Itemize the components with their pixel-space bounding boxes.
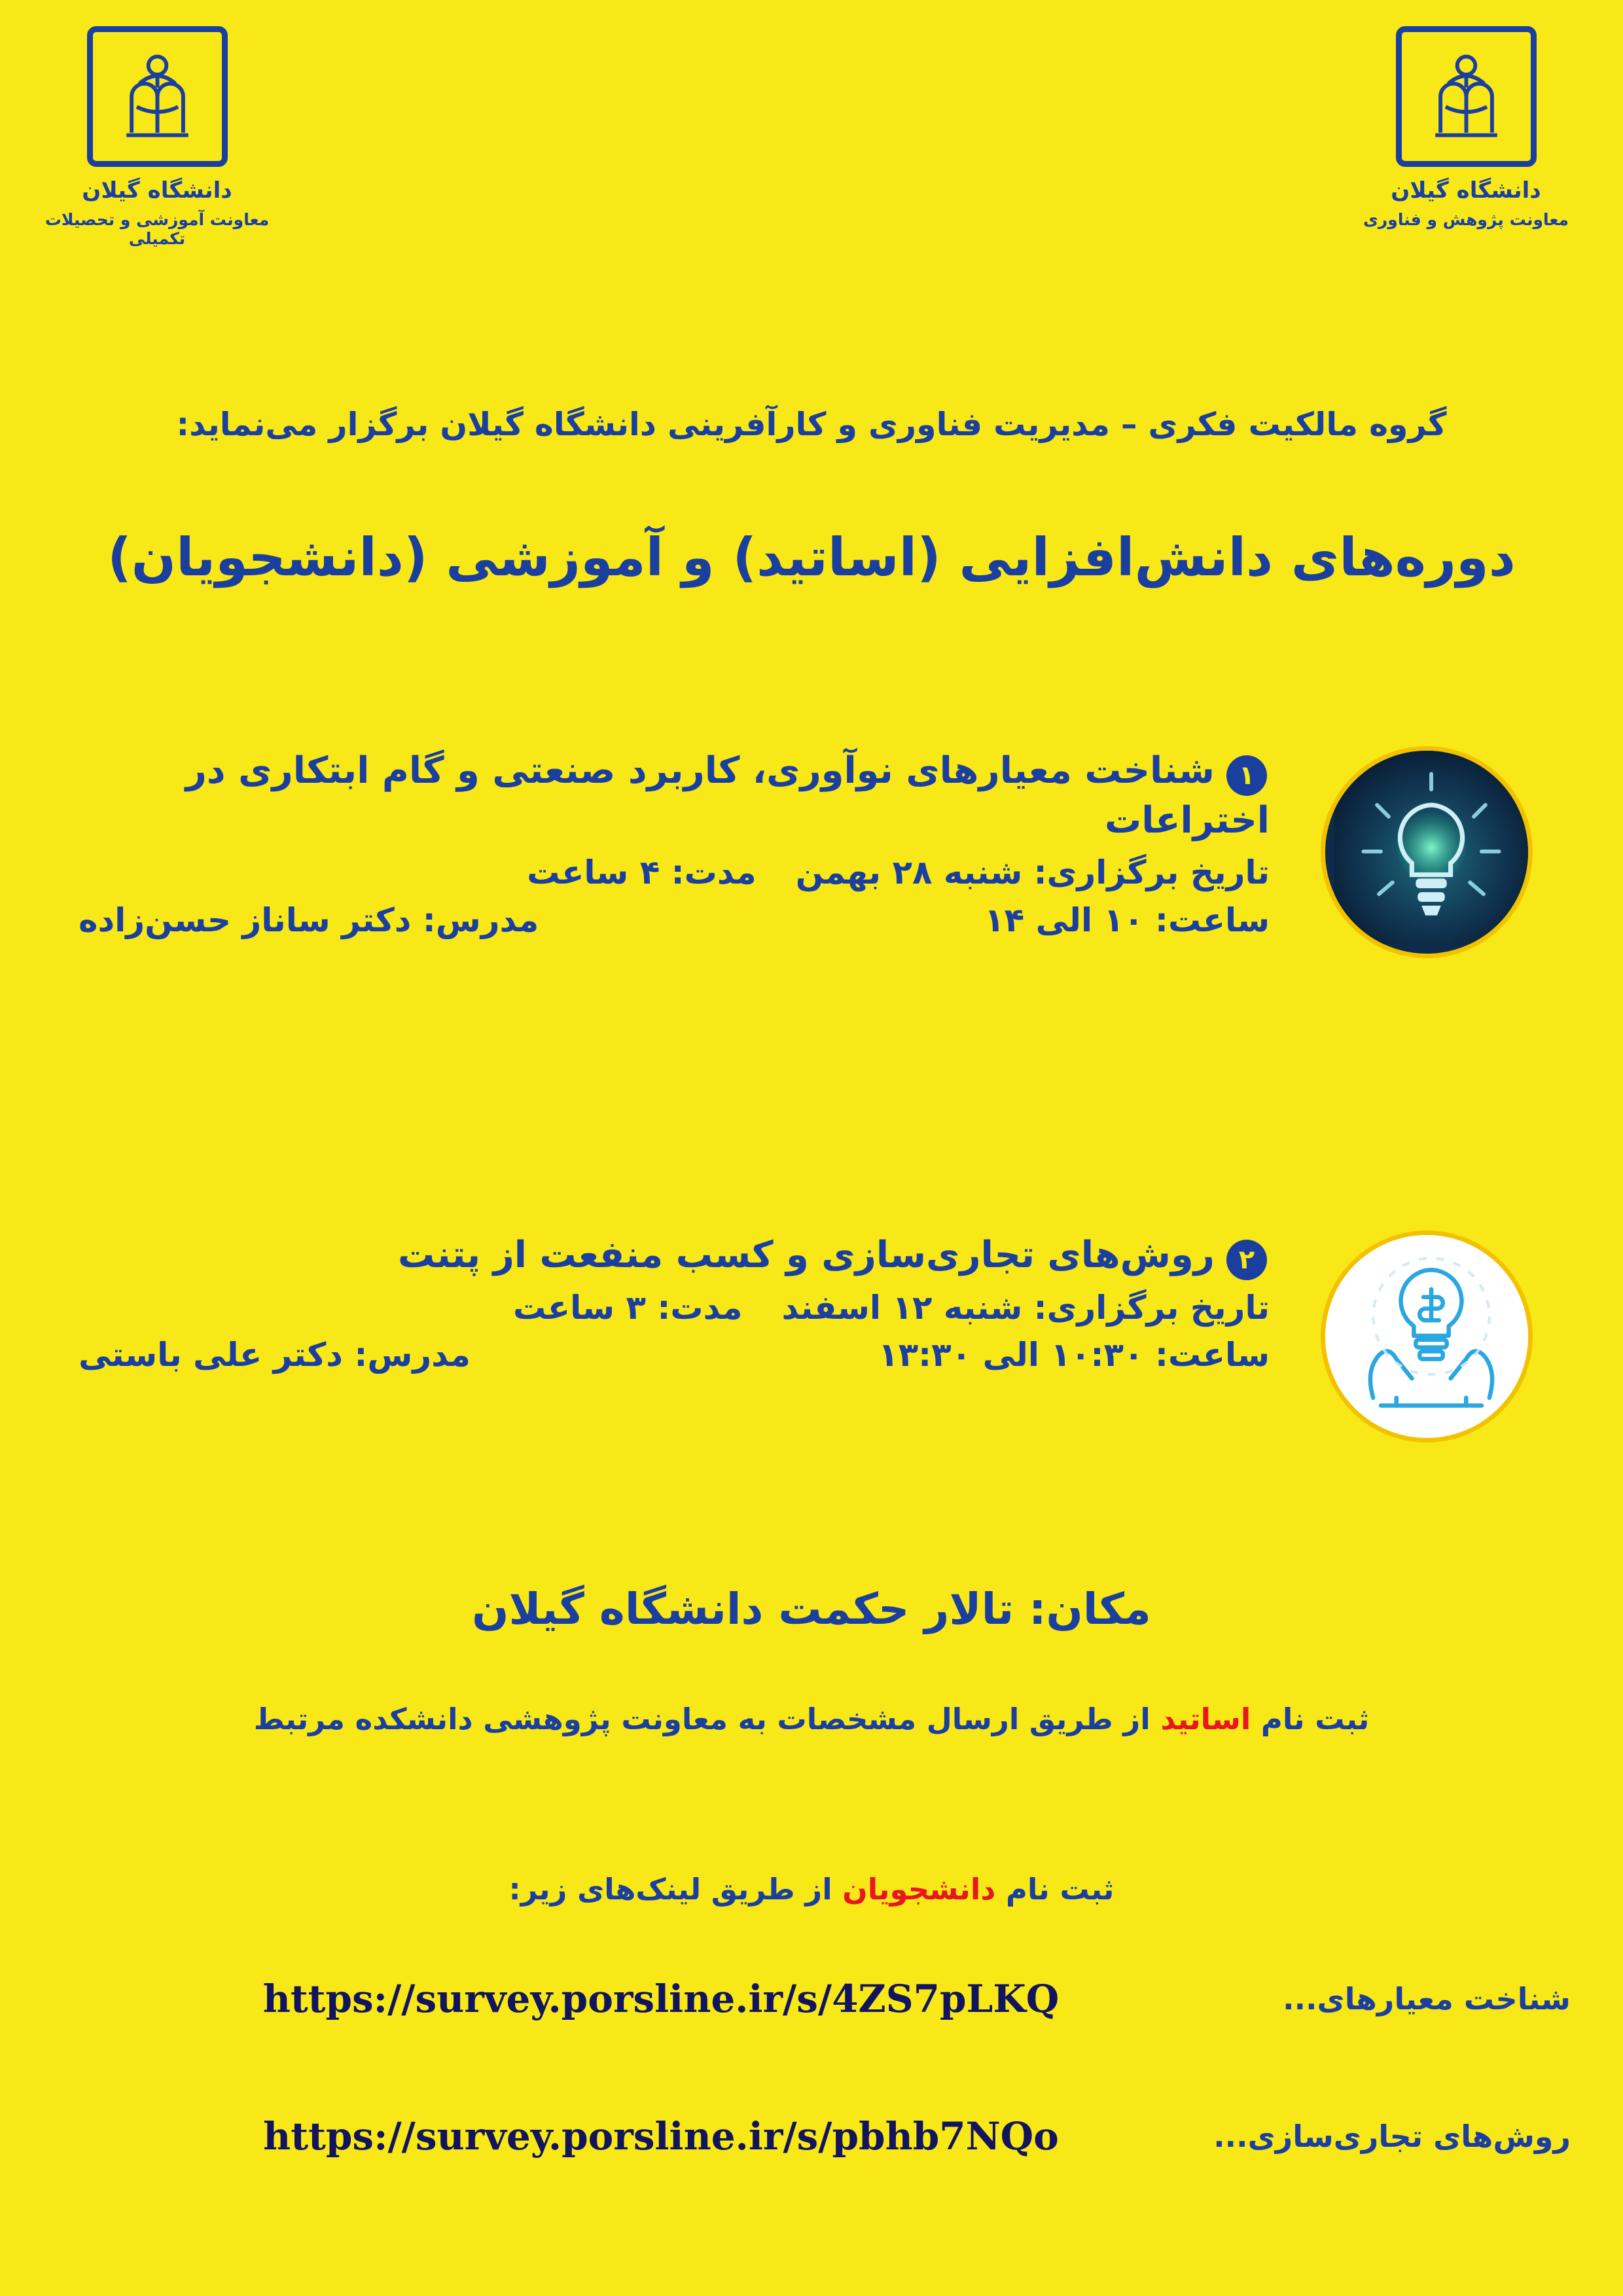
registration-faculty-prefix: ثبت نام [1251,1702,1370,1736]
registration-link-url[interactable]: https://survey.porsline.ir/s/4ZS7pLKQ [262,1977,1060,2021]
course-title-text: شناخت معیارهای نوآوری، کاربرد صنعتی و گام ابتکاری در اختراعات [185,749,1270,842]
registration-link-url[interactable]: https://survey.porsline.ir/s/pbhb7NQo [263,2114,1059,2159]
registration-faculty-note [0,1702,1623,1736]
registration-link-row [39,1977,1584,2021]
course-time: ساعت: ۱۰:۳۰ الی ۱۳:۳۰ [878,1336,1270,1374]
university-emblem-icon [1396,26,1537,167]
course-title [59,746,1270,845]
lightbulb-icon [1289,746,1564,958]
registration-link-row [39,2114,1584,2159]
organizer-line: گروه مالکیت فکری – مدیریت فناوری و کارآفرینی دانشگاه گیلان برگزار می‌نماید: [176,406,1447,443]
course-date: تاریخ برگزاری: شنبه ۲۸ بهمن [795,853,1270,892]
logo-department-left: معاونت آموزشی و تحصیلات تکمیلی [45,210,270,248]
course-duration: مدت: ۳ ساعت [513,1288,743,1327]
registration-faculty-suffix: از طریق ارسال مشخصات به معاونت پژوهشی دانشکده مرتبط [253,1702,1161,1736]
logo-department-right: معاونت پژوهش و فناوری [1363,210,1569,229]
course-meta-row [59,1284,1270,1332]
registration-students-note [0,1872,1623,1907]
course-title-text: روش‌های تجاری‌سازی و کسب منفعت از پتنت [398,1234,1215,1276]
logo-university-name-left: دانشگاه گیلان [82,177,232,204]
course-meta-row [59,849,1270,897]
money-bulb-hands-icon [1289,1230,1564,1443]
university-emblem-icon [87,26,228,167]
course-item [59,746,1564,958]
course-text [59,746,1289,944]
course-title [59,1230,1270,1280]
course-time: ساعت: ۱۰ الی ۱۴ [984,901,1270,939]
registration-faculty-highlight: اساتید [1160,1702,1251,1736]
course-meta-row [59,1331,1270,1379]
course-number-badge: ۱ [1226,755,1267,796]
course-date: تاریخ برگزاری: شنبه ۱۲ اسفند [781,1288,1270,1327]
registration-link-label: شناخت معیارهای... [1283,1981,1571,2017]
logo-university-name-right: دانشگاه گیلان [1391,177,1541,204]
logo-block-education [20,26,294,248]
registration-students-suffix: از طریق لینک‌های زیر: [508,1872,843,1907]
course-instructor: مدرس: دکتر ساناز حسن‌زاده [79,901,539,939]
course-duration: مدت: ۴ ساعت [527,853,757,892]
logo-block-research [1329,26,1603,229]
course-meta-row [59,897,1270,944]
page-title: دوره‌های دانش‌افزایی (اساتید) و آموزشی (دانشجویان) [107,527,1516,588]
registration-link-label: روش‌های تجاری‌سازی... [1213,2119,1571,2154]
venue-line: مکان: تالار حکمت دانشگاه گیلان [472,1584,1151,1634]
course-instructor: مدرس: دکتر علی باستی [79,1336,471,1374]
registration-students-highlight: دانشجویان [842,1872,996,1907]
course-item [59,1230,1564,1443]
course-number-badge: ۲ [1226,1240,1267,1280]
course-text [59,1230,1289,1379]
registration-students-prefix: ثبت نام [995,1872,1115,1907]
